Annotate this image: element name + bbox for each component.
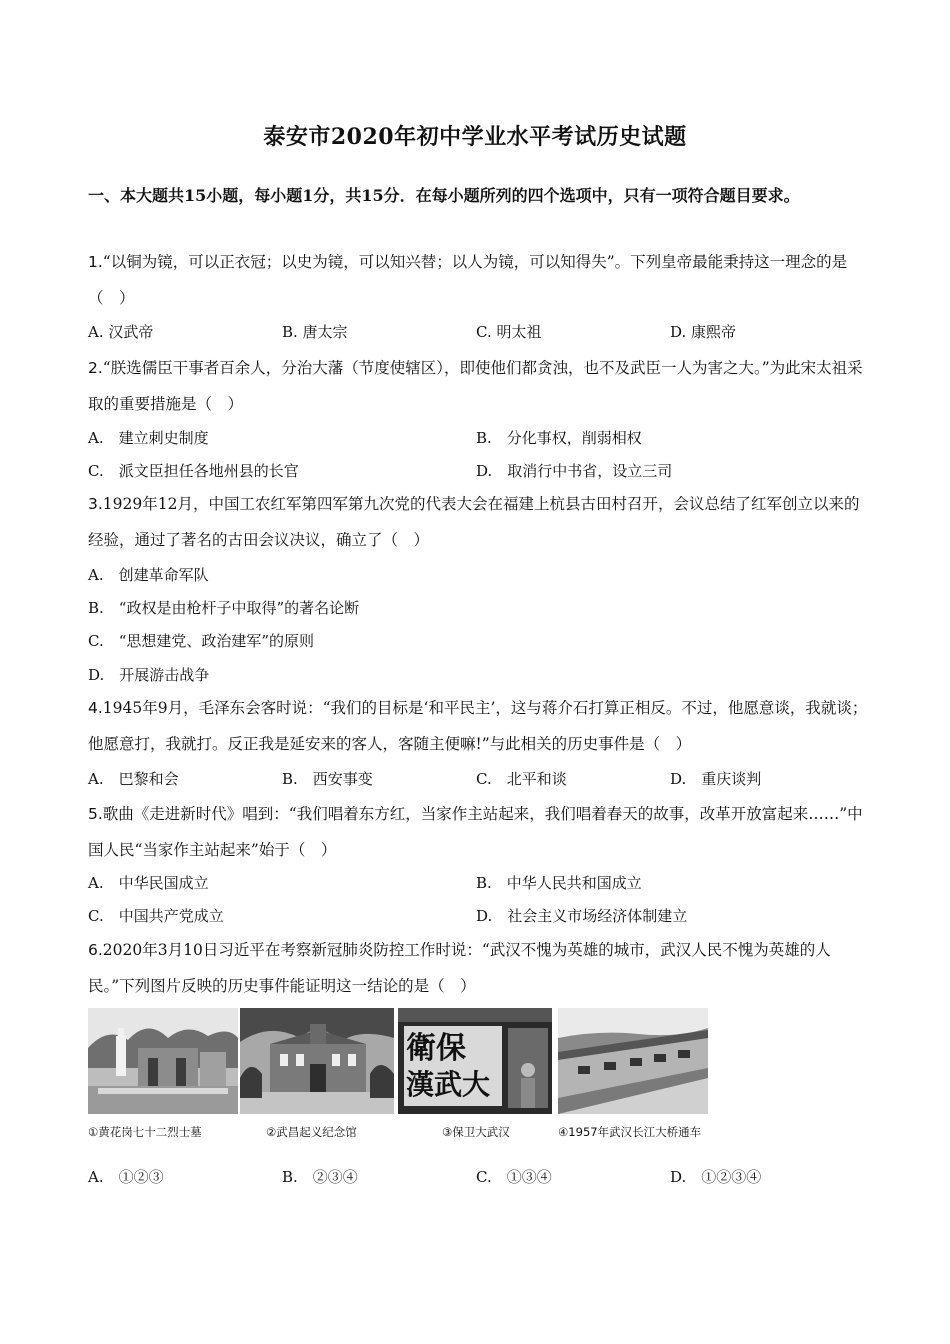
option-d[interactable]: D. 康熙帝	[670, 323, 737, 341]
question-6-photos	[88, 1008, 708, 1148]
question-text: 歌曲《走进新时代》唱到：“我们唱着东方红，当家作主站起来，我们唱着春天的故事，改革开放富起来……”中国人民“当家作主站起来”始于（ ）	[88, 805, 863, 859]
photo-caption-3: ③保卫大武汉	[442, 1125, 510, 1139]
question-number: 2.	[88, 359, 103, 377]
section-instructions: 一、本大题共15小题，每小题1分，共15分．在每小题所列的四个选项中，只有一项符合题目要求。	[88, 186, 800, 205]
sign-text-bottom: 漢武大	[406, 1068, 491, 1101]
option-d[interactable]: D. ①②③④	[670, 1168, 762, 1186]
option-c[interactable]: C. “思想建党、政治建军”的原则	[88, 632, 315, 650]
question-5-options-row2	[88, 905, 868, 935]
option-d[interactable]: D. 重庆谈判	[670, 770, 762, 788]
option-b[interactable]: B. 西安事变	[282, 770, 373, 788]
option-a[interactable]: A. 汉武帝	[88, 323, 154, 341]
option-b[interactable]: B. 分化事权，削弱相权	[476, 429, 642, 447]
option-b[interactable]: B. “政权是由枪杆子中取得”的著名论断	[88, 599, 360, 617]
question-text: 2020年3月10日习近平在考察新冠肺炎防控工作时说：“武汉不愧为英雄的城市，武汉人民不愧为英雄的人民。”下列图片反映的历史事件能证明这一结论的是（ ）	[88, 941, 831, 995]
question-5-options-row1	[88, 872, 868, 902]
option-a[interactable]: A. 创建革命军队	[88, 566, 209, 584]
question-text: 1929年12月，中国工农红军第四军第九次党的代表大会在福建上杭县古田村召开，会议总结了红军创立以来的经验，通过了著名的古田会议决议，确立了（ ）	[88, 495, 860, 549]
photo-defend-wuhan	[398, 1008, 552, 1114]
question-1-options	[88, 321, 868, 351]
question-3	[88, 486, 868, 558]
question-number: 6.	[88, 941, 103, 959]
option-c[interactable]: C. 派文臣担任各地州县的长官	[88, 462, 299, 480]
option-a[interactable]: A. 中华民国成立	[88, 874, 209, 892]
option-c[interactable]: C. 明太祖	[476, 323, 542, 341]
option-b[interactable]: B. 中华人民共和国成立	[476, 874, 642, 892]
option-b[interactable]: B. ②③④	[282, 1168, 358, 1186]
question-number: 3.	[88, 495, 103, 513]
photo-wuchang-memorial	[240, 1008, 394, 1114]
question-1	[88, 244, 868, 316]
sign-text-top: 衛保	[406, 1031, 466, 1066]
question-number: 4.	[88, 699, 103, 717]
photo-caption-4: ④1957年武汉长江大桥通车	[558, 1125, 702, 1139]
option-a[interactable]: A. ①②③	[88, 1168, 164, 1186]
option-d[interactable]: D. 开展游击战争	[88, 666, 210, 684]
question-6-options	[88, 1166, 868, 1196]
question-2	[88, 350, 868, 422]
photo-caption-1: ①黄花岗七十二烈士墓	[88, 1125, 202, 1139]
question-text: “朕选儒臣干事者百余人，分治大藩（节度使辖区），即使他们都贪浊，也不及武臣一人为害之大。”为此宋太祖采取的重要措施是（ ）	[88, 359, 863, 413]
photo-caption-2: ②武昌起义纪念馆	[266, 1125, 357, 1139]
question-5	[88, 796, 868, 868]
question-text: “以铜为镜，可以正衣冠；以史为镜，可以知兴替；以人为镜，可以知得失”。下列皇帝最能秉持这一理念的是（ ）	[88, 253, 848, 307]
option-b[interactable]: B. 唐太宗	[282, 323, 348, 341]
question-2-options-row1	[88, 427, 868, 457]
option-c[interactable]: C. 北平和谈	[476, 770, 567, 788]
option-c[interactable]: C. 中国共产党成立	[88, 907, 224, 925]
photo-huanghuagang-tomb	[88, 1008, 238, 1114]
question-6	[88, 932, 868, 1004]
option-d[interactable]: D. 取消行中书省，设立三司	[476, 462, 673, 480]
option-a[interactable]: A. 建立刺史制度	[88, 429, 209, 447]
option-c[interactable]: C. ①③④	[476, 1168, 552, 1186]
photo-wuhan-bridge	[558, 1008, 708, 1114]
option-a[interactable]: A. 巴黎和会	[88, 770, 179, 788]
exam-title: 泰安市2020年初中学业水平考试历史试题	[263, 124, 687, 150]
question-text: 1945年9月，毛泽东会客时说：“我们的目标是‘和平民主’，这与蒋介石打算正相反。不过，他愿意谈，我就谈；他愿意打，我就打。反正我是延安来的客人，客随主便嘛!”与此相关的历史事件是（ ）	[88, 699, 868, 753]
question-number: 1.	[88, 253, 103, 271]
question-number: 5.	[88, 805, 103, 823]
option-d[interactable]: D. 社会主义市场经济体制建立	[476, 907, 688, 925]
question-4-options	[88, 768, 868, 798]
question-4	[88, 690, 868, 762]
